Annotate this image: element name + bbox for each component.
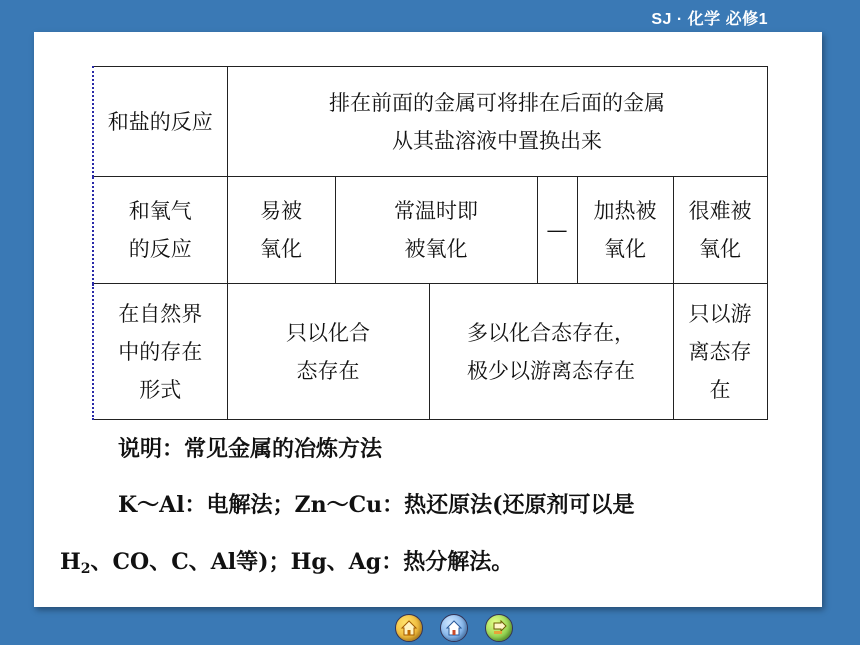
table-cell: 只以化合 态存在 (227, 284, 429, 420)
slide-content (34, 32, 822, 607)
table-cell: 排在前面的金属可将排在后面的金属 从其盐溶液中置换出来 (227, 67, 767, 177)
table-cell: — (537, 177, 577, 284)
forward-button[interactable] (485, 614, 513, 642)
back-button[interactable] (440, 614, 468, 642)
note-title: 说明：常见金属的冶炼方法 (118, 436, 383, 462)
note-line: $H_2$、CO、C、Al等)；Hg、Ag：热分解法。 (60, 549, 514, 577)
table-row (93, 177, 767, 284)
back-icon (445, 619, 463, 637)
forward-icon (490, 619, 508, 637)
metal-properties-table (92, 66, 768, 420)
table-row (93, 67, 767, 177)
table-cell: 只以游 离态存 在 (673, 284, 767, 420)
home-button[interactable] (395, 614, 423, 642)
header-label: SJ · 化学 必修1 (651, 11, 768, 28)
table-cell: 常温时即 被氧化 (335, 177, 537, 284)
row-header: 和氧气 的反应 (93, 177, 227, 284)
table-cell: 加热被 氧化 (577, 177, 673, 284)
table-row (93, 284, 767, 420)
table-cell: 多以化合态存在， 极少以游离态存在 (429, 284, 673, 420)
table-cell: 很难被 氧化 (673, 177, 767, 284)
nav-bar (395, 614, 513, 640)
table-cell: 易被 氧化 (227, 177, 335, 284)
note-line: K～Al：电解法；Zn～Cu：热还原法(还原剂可以是 (118, 492, 635, 518)
row-header: 和盐的反应 (93, 67, 227, 177)
home-icon (400, 619, 418, 637)
row-header: 在自然界 中的存在 形式 (93, 284, 227, 420)
